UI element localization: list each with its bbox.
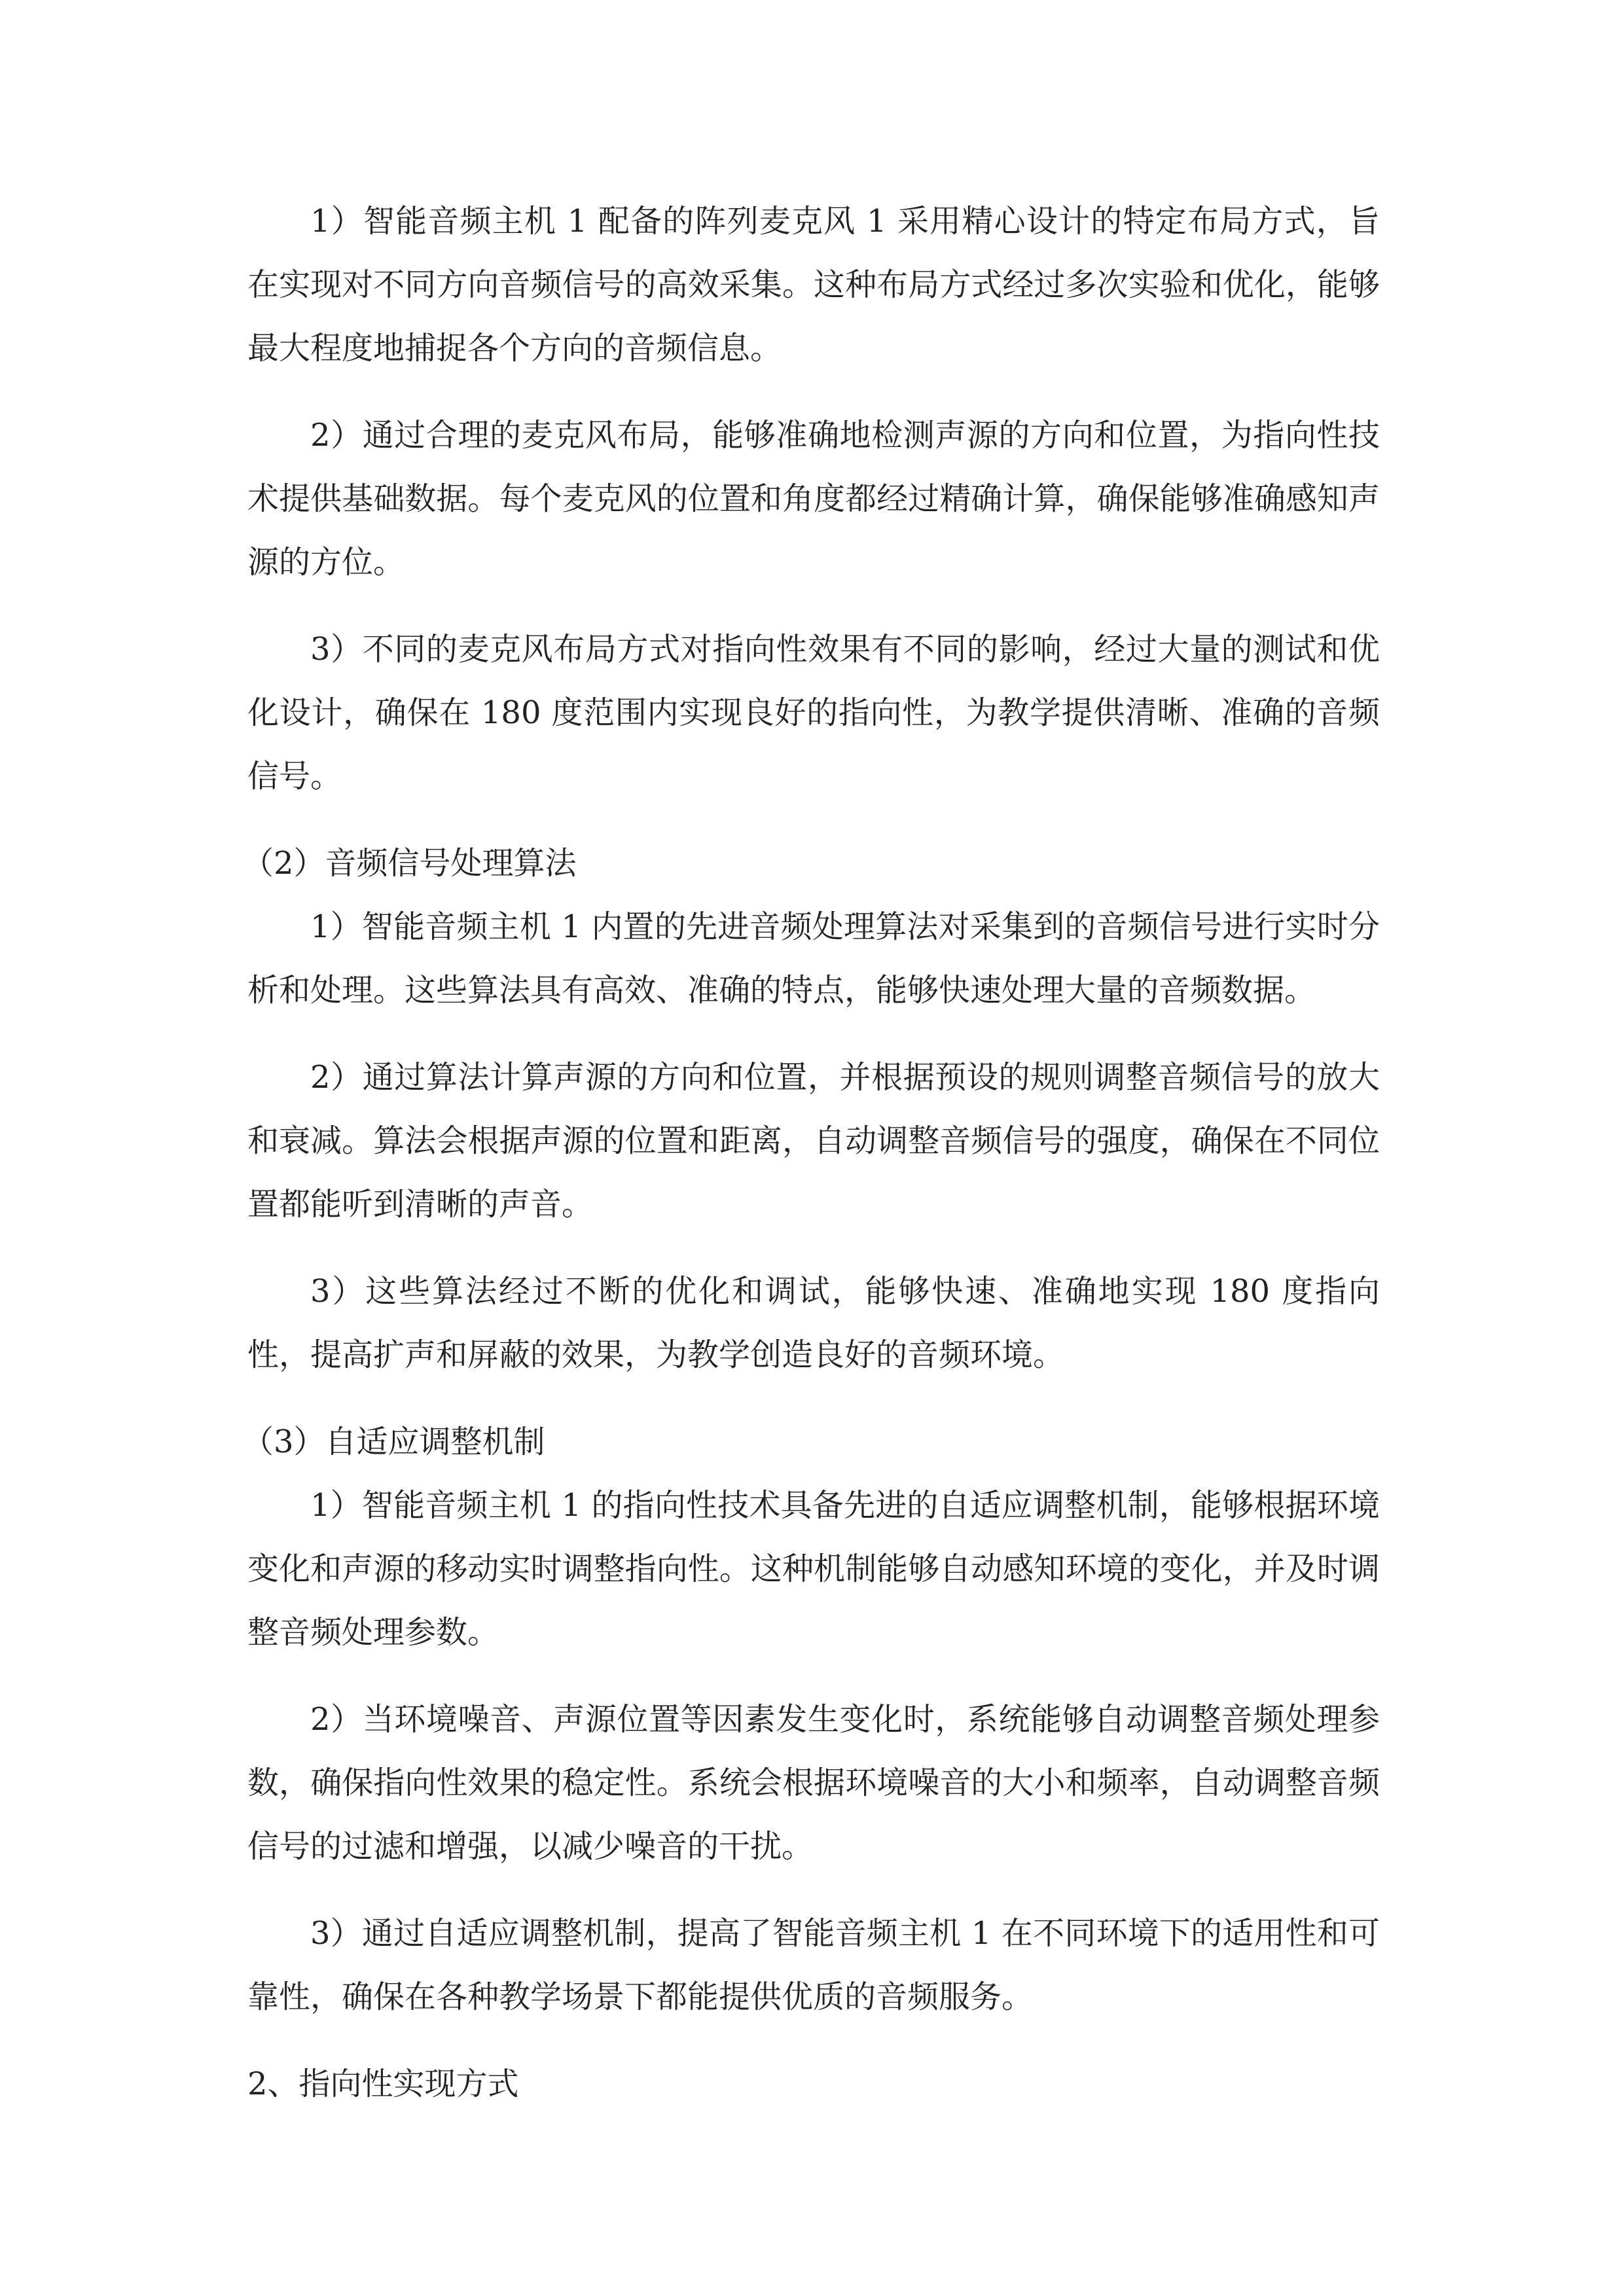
paragraph-algorithm-3: 3）这些算法经过不断的优化和调试，能够快速、准确地实现 180 度指向性，提高扩声和屏蔽的效果，为教学创造良好的音频环境。 bbox=[247, 1273, 1380, 1373]
paragraph-algorithm-2: 2）通过算法计算声源的方向和位置，并根据预设的规则调整音频信号的放大和衰减。算法会根据声源的位置和距离，自动调整音频信号的强度，确保在不同位置都能听到清晰的声音。 bbox=[247, 1059, 1380, 1223]
section-heading-adaptive: （3）自适应调整机制 bbox=[242, 1424, 545, 1460]
paragraph-adaptive-1: 1）智能音频主机 1 的指向性技术具备先进的自适应调整机制，能够根据环境变化和声源的移动实时调整指向性。这种机制能够自动感知环境的变化，并及时调整音频处理参数。 bbox=[247, 1487, 1380, 1651]
section-heading-signal-processing: （2）音频信号处理算法 bbox=[242, 845, 577, 882]
paragraph-mic-layout-2: 2）通过合理的麦克风布局，能够准确地检测声源的方向和位置，为指向性技术提供基础数据。每个麦克风的位置和角度都经过精确计算，确保能够准确感知声源的方位。 bbox=[247, 417, 1380, 581]
paragraph-mic-layout-3: 3）不同的麦克风布局方式对指向性效果有不同的影响，经过大量的测试和优化设计，确保在 180 度范围内实现良好的指向性，为教学提供清晰、准确的音频信号。 bbox=[247, 631, 1380, 795]
paragraph-mic-layout-1: 1）智能音频主机 1 配备的阵列麦克风 1 采用精心设计的特定布局方式，旨在实现对不同方向音频信号的高效采集。这种布局方式经过多次实验和优化，能够最大程度地捕捉各个方向的音频信息。 bbox=[247, 203, 1380, 367]
section-heading-directivity-method: 2、指向性实现方式 bbox=[247, 2066, 519, 2102]
paragraph-algorithm-1: 1）智能音频主机 1 内置的先进音频处理算法对采集到的音频信号进行实时分析和处理。这些算法具有高效、准确的特点，能够快速处理大量的音频数据。 bbox=[247, 908, 1380, 1009]
paragraph-adaptive-2: 2）当环境噪音、声源位置等因素发生变化时，系统能够自动调整音频处理参数，确保指向性效果的稳定性。系统会根据环境噪音的大小和频率，自动调整音频信号的过滤和增强，以减少噪音的干扰。 bbox=[247, 1701, 1380, 1865]
paragraph-adaptive-3: 3）通过自适应调整机制，提高了智能音频主机 1 在不同环境下的适用性和可靠性，确保在各种教学场景下都能提供优质的音频服务。 bbox=[247, 1915, 1380, 2015]
document-body bbox=[242, 190, 1380, 2116]
